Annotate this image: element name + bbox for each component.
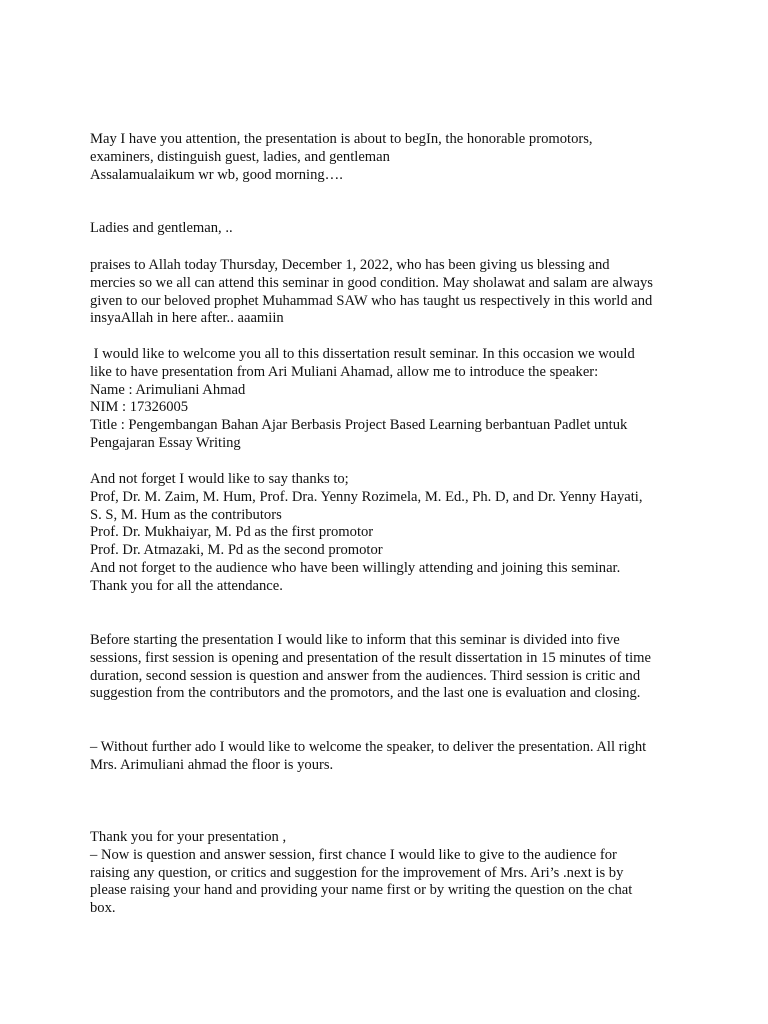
text-line: Mrs. Arimuliani ahmad the floor is yours. — [90, 756, 334, 773]
text-line: like to have presentation from Ari Muliani Ahamad, allow me to introduce the speaker: — [90, 363, 599, 380]
introduction-paragraph — [90, 346, 680, 453]
text-line: duration, second session is question and answer from the audiences. Third session is critic and — [90, 667, 641, 684]
praise-paragraph — [90, 257, 680, 328]
text-line: Prof. Dr. Atmazaki, M. Pd as the second promotor — [90, 542, 383, 559]
address-line — [90, 220, 680, 238]
text-line: Prof, Dr. M. Zaim, M. Hum, Prof. Dra. Yenny Rozimela, M. Ed., Ph. D, and Dr. Yenny Hayati, — [90, 488, 643, 505]
speaker-nim: NIM : 17326005 — [90, 399, 189, 416]
text-line: And not forget I would like to say thanks to; — [90, 471, 349, 487]
text-line: Thank you for your presentation , — [90, 829, 287, 845]
text-line: Thank you for all the attendance. — [90, 577, 283, 594]
text-line: box. — [90, 900, 116, 917]
text-line: – Now is question and answer session, first chance I would like to give to the audience for — [90, 846, 617, 863]
text-line: S. S, M. Hum as the contributors — [90, 506, 282, 523]
text-line: May I have you attention, the presentation is about to begIn, the honorable promotors, — [90, 131, 593, 147]
text-line: – Without further ado I would like to welcome the speaker, to deliver the presentation. All right — [90, 739, 647, 755]
thanks-paragraph — [90, 471, 680, 596]
text-line: please raising your hand and providing your name first or by writing the question on the chat — [90, 882, 633, 899]
text-line: mercies so we all can attend this seminar in good condition. May sholawat and salam are always — [90, 274, 653, 291]
text-line: Assalamualaikum wr wb, good morning…. — [90, 166, 343, 183]
qa-paragraph — [90, 829, 680, 918]
text-line: And not forget to the audience who have been willingly attending and joining this seminar. — [90, 559, 621, 576]
text-line: raising any question, or critics and suggestion for the improvement of Mrs. Ari’s .next is by — [90, 864, 624, 881]
speaker-name: Name : Arimuliani Ahmad — [90, 381, 246, 398]
dissertation-title-continued: Pengajaran Essay Writing — [90, 434, 241, 451]
text-line: Before starting the presentation I would like to inform that this seminar is divided into five — [90, 632, 620, 648]
text-line: I would like to welcome you all to this dissertation result seminar. In this occasion we would — [90, 346, 635, 362]
welcome-speaker-paragraph — [90, 739, 680, 775]
opening-paragraph — [90, 131, 680, 184]
text-line: insyaAllah in here after.. aaamiin — [90, 310, 284, 327]
sessions-paragraph — [90, 632, 680, 703]
text-line: examiners, distinguish guest, ladies, and gentleman — [90, 148, 390, 165]
text-line: given to our beloved prophet Muhammad SAW who has taught us respectively in this world and — [90, 292, 653, 309]
text-line: sessions, first session is opening and presentation of the result dissertation in 15 minutes of time — [90, 649, 651, 666]
text-line: Prof. Dr. Mukhaiyar, M. Pd as the first promotor — [90, 524, 374, 541]
text-line: Ladies and gentleman, .. — [90, 220, 233, 236]
dissertation-title: Title : Pengembangan Bahan Ajar Berbasis Project Based Learning berbantuan Padlet untuk — [90, 417, 628, 434]
text-line: praises to Allah today Thursday, December 1, 2022, who has been giving us blessing and — [90, 257, 610, 273]
text-line: suggestion from the contributors and the promotors, and the last one is evaluation and closing. — [90, 685, 641, 702]
